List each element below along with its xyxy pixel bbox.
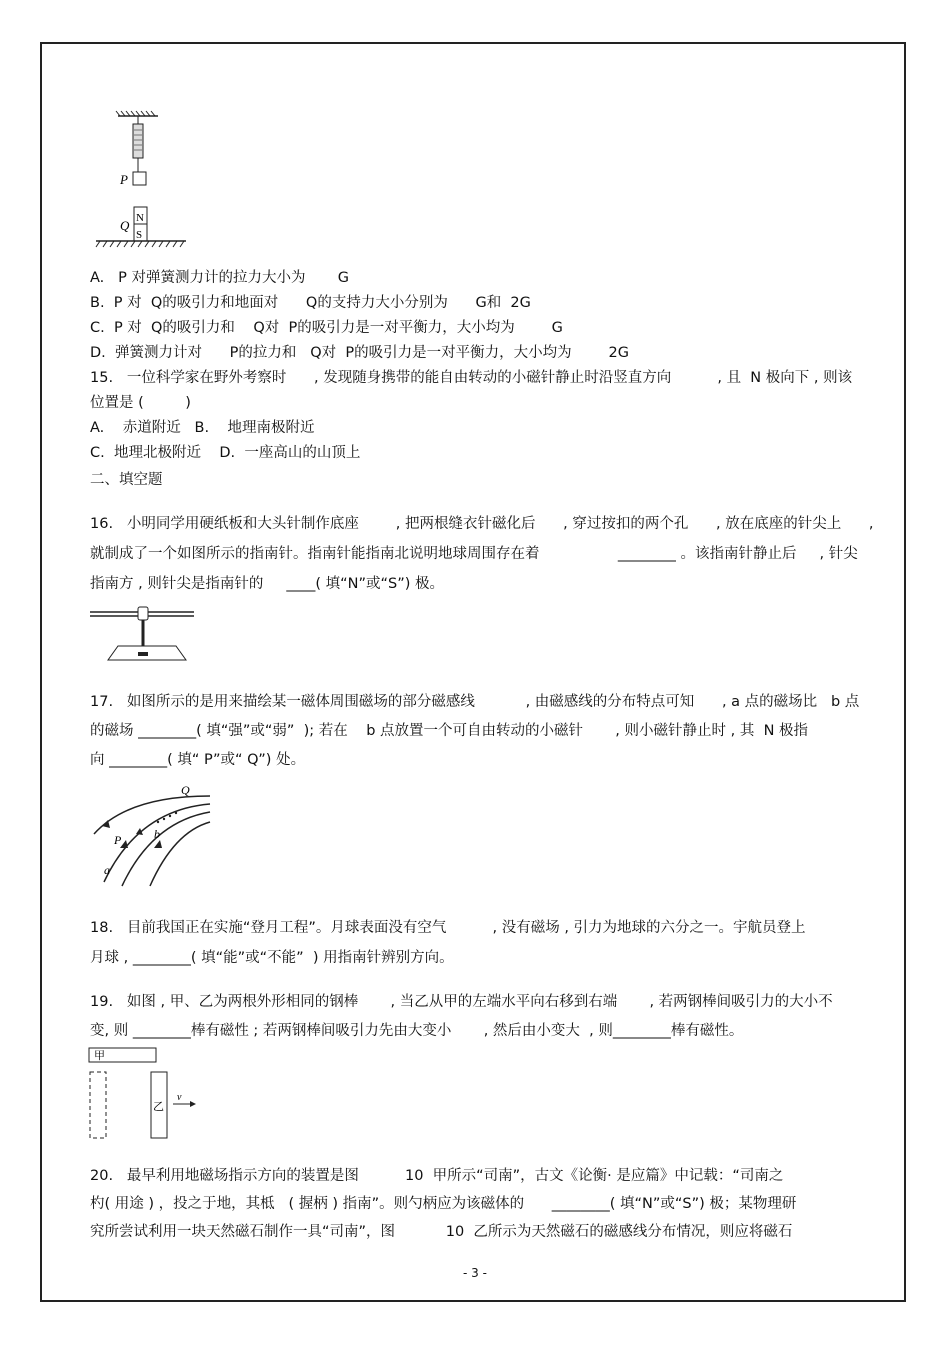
label-n: N (136, 212, 144, 224)
q20-line-3: 究所尝试利用一块天然磁石制作一具“司南”，图 10 乙所示为天然磁石的磁感线分布情况，则应将磁石 (90, 1224, 793, 1240)
q15-line-2: 位置是 ( ) (90, 395, 191, 411)
q20-line-1: 20. 最早利用地磁场指示方向的装置是图 10 甲所示“司南”，古文《论衡· 是应篇》中记载：“司南之 (90, 1168, 784, 1184)
q15-options-cd: C. 地理北极附近 D. 一座高山的山顶上 (90, 445, 361, 461)
steel-rods-figure (88, 1046, 200, 1142)
q16-line-2: 就制成了一个如图所示的指南针。指南针能指南北说明地球周围存在着 ________ 。该指南针静止后 , 针尖 (90, 546, 858, 562)
q17-line-2: 的磁场 ________( 填“强”或“弱” ); 若在 b 点放置一个可自由转动的小磁针 , 则小磁针静止时 , 其 N 极指 (90, 723, 809, 739)
rod-label-yi: 乙 (153, 1100, 164, 1113)
q14-option-c: C. P 对 Q的吸引力和 Q对 P的吸引力是一对平衡力，大小均为 G (90, 320, 563, 336)
q16-line-3: 指南方 , 则针尖是指南针的 ____( 填“N”或“S”) 极。 (90, 576, 445, 592)
q20-line-2: 杓( 用途 ) ，投之于地，其柢 ( 握柄 ) 指南”。则勺柄应为该磁体的 ________( 填“N”或“S”) 极；某物理研 (90, 1196, 797, 1212)
field-label-p: P (114, 833, 122, 847)
compass-figure (88, 602, 198, 664)
label-q: Q (120, 218, 130, 233)
q19-line-2: 变, 则 ________棒有磁性 ; 若两钢棒间吸引力先由大变小 , 然后由小变大 , 则________棒有磁性。 (90, 1023, 744, 1039)
section-heading: 二、填空题 (90, 472, 163, 488)
field-label-a: a (104, 863, 110, 877)
q18-line-1: 18. 目前我国正在实施“登月工程”。月球表面没有空气 , 没有磁场 , 引力为地球的六分之一。宇航员登上 (90, 920, 806, 936)
q16-line-1: 16. 小明同学用硬纸板和大头针制作底座 , 把两根缝衣针磁化后 , 穿过按扣的两个孔 , 放在底座的针尖上 , (90, 516, 874, 532)
label-p: P (120, 172, 128, 187)
q14-option-d: D. 弹簧测力计对 P的拉力和 Q对 P的吸引力是一对平衡力，大小均为 2G (90, 345, 629, 361)
q17-line-3: 向 ________( 填“ P”或“ Q”) 处。 (90, 752, 306, 768)
q15-options-ab: A. 赤道附近 B. 地理南极附近 (90, 420, 315, 436)
q17-line-1: 17. 如图所示的是用来描绘某一磁体周围磁场的部分磁感线 , 由磁感线的分布特点可知 , a 点的磁场比 b 点 (90, 694, 860, 710)
rod-label-jia: 甲 (94, 1049, 105, 1062)
page-number: - 3 - (463, 1266, 487, 1280)
q15-line-1: 15. 一位科学家在野外考察时 , 发现随身携带的能自由转动的小磁针静止时沿竖直方向 , 且 N 极向下 , 则该 (90, 370, 853, 386)
field-label-q: Q (181, 783, 190, 797)
q14-option-a: A. P 对弹簧测力计的拉力大小为 G (90, 270, 349, 286)
velocity-label: v (177, 1092, 182, 1103)
spring-scale-figure (90, 110, 190, 250)
label-s: S (136, 229, 143, 241)
field-lines-figure (88, 782, 216, 890)
q14-option-b: B. P 对 Q的吸引力和地面对 Q的支持力大小分别为 G和 2G (90, 295, 531, 311)
q19-line-1: 19. 如图 , 甲、乙为两根外形相同的钢棒 , 当乙从甲的左端水平向右移到右端 , 若两钢棒间吸引力的大小不 (90, 994, 833, 1010)
field-label-b: b (154, 827, 160, 841)
q18-line-2: 月球 , ________( 填“能”或“不能” ) 用指南针辨别方向。 (90, 950, 454, 966)
